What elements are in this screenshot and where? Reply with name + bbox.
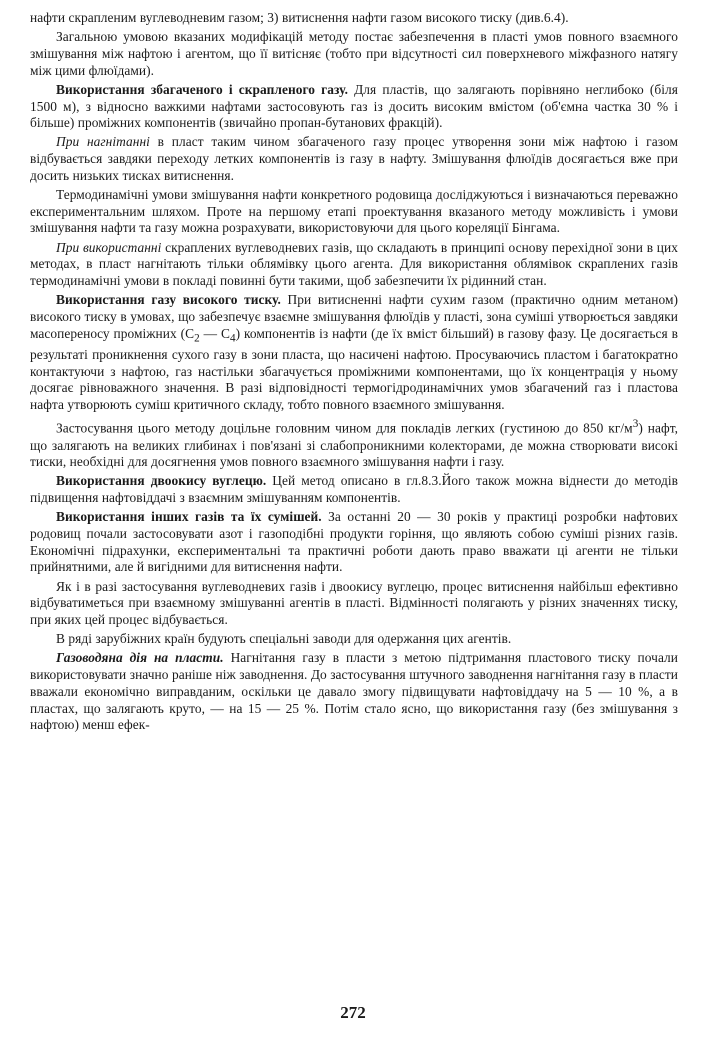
- text-run: ) компонентів із нафти (де їх вміст більший) в газову фазу. Це досягається в результаті проникнення сухого газу в зони пласта, що насичені нафтою. Просуваючись пластом і багатократно контактуючи з нафтою, газ настільки збагачується проміжними компонентами, що їх концентрація у ньому досягає рівноважного значення. В разі відповідності термогідродинамічних умов збагачений газ і пластова нафта утворюють суміш критичного складу, тобто повного взаємного змішування.: [30, 325, 678, 413]
- paragraph: [30, 134, 678, 184]
- paragraph: [30, 82, 678, 132]
- emphasis-text: При використанні: [56, 239, 162, 255]
- section-heading: Використання газу високого тиску.: [56, 292, 281, 308]
- paragraph: [30, 10, 678, 27]
- text-run: Термодинамічні умови змішування нафти конкретного родовища досліджуються і визначаються переважно експериментальним шляхом. Проте на першому етапі проектування вказаного методу можливість і умови змішування нафти та газу можна розрахувати, використовуючи для цього кореляції Бінгама.: [30, 187, 678, 236]
- text-run: Як і в разі застосування вуглеводневих газів і двоокису вуглецю, процес витиснення найбільш ефективно відбуватиметься при взаємному змішуванні агентів в пласті. Відмінності полягають у різних значеннях тиску, при яких цей процес відбувається.: [30, 578, 678, 628]
- paragraph: [30, 473, 678, 506]
- text-run: скраплених вуглеводневих газів, що складають в принципі основу перехідної зони в цих методах, в пласт нагнітають тільки облямівку цього агента. Для використання облямівок скраплених газів термодинамічні умови в покладі повинні бути такими, щоб забезпечити їх рідинний стан.: [30, 239, 678, 289]
- page-number: 272: [340, 1003, 366, 1022]
- script-text: 3: [632, 418, 639, 431]
- text-run: За останні 20 — 30 років у практиці розробки нафтових родовищ почали застосовувати азот і газоподібні продукти горіння, що являють собою суміші різних газів. Економічні підрахунки, експериментальні та практичні роботи дають право вважати ці агенти не тільки прийнятними, але й вигідними для витиснення нафти.: [30, 509, 678, 575]
- paragraph: [30, 292, 678, 414]
- script-text: 2: [194, 332, 200, 345]
- text-run: нафти скрапленим вуглеводневим газом; 3) витиснення нафти газом високого тиску (див.6.4).: [30, 10, 569, 25]
- text-run: Цей метод описано в гл.8.3.Його також можна віднести до методів підвищення нафтовіддачі з взаємним змішуванням компонентів.: [30, 473, 678, 506]
- body-text: [30, 10, 678, 736]
- text-run: Для пластів, що залягають порівняно неглибоко (біля 1500 м), з відносно важкими нафтами застосовують газ із досить високим вмістом (об'ємна частка 30 % і більше) проміжних компонентів (звичайно пропан-бутанових фракцій).: [30, 81, 678, 131]
- paragraph: [30, 579, 678, 629]
- paragraph: [30, 240, 678, 290]
- text-run: в пласт таким чином збагаченого газу процес утворення зони між нафтою і газом відбувається завдяки переходу летких компонентів із газу в нафту. Змішування флюїдів досягається вже при досить низьких тисках витиснення.: [30, 134, 678, 183]
- section-heading: Використання інших газів та їх сумішей.: [56, 509, 322, 525]
- section-heading: Газоводяна дія на пласти.: [56, 650, 224, 666]
- paragraph: [30, 631, 678, 648]
- paragraph: [30, 509, 678, 576]
- emphasis-text: При нагнітанні: [56, 134, 150, 150]
- text-run: Нагнітання газу в пласти з метою підтримання пластового тиску почали використовувати значно раніше ніж заводнення. До застосування штучного заводнення нагнітання газу в пласти вважали економічно виправданим, оскільки це давало змогу підвищувати нафтовіддачу на 5 — 10 %, а в пластах, що залягають круто, — на 15 — 25 %. Потім стало ясно, що використання газу (без змішування з нафтою) менш ефек-: [30, 650, 679, 733]
- text-run: Застосування цього методу доцільне головним чином для покладів легких (густиною до 850 кг/м: [56, 420, 633, 436]
- section-heading: Використання двоокису вуглецю.: [56, 473, 267, 489]
- paragraph: [30, 416, 678, 471]
- paragraph: [30, 650, 678, 734]
- section-heading: Використання збагаченого і скрапленого газу.: [56, 81, 348, 97]
- text-run: ) нафт, що залягають на великих глибинах і пов'язані зі слабопроникними колекторами, де можна створювати високі тиски, необхідні для досягнення умов повного взаємного змішування нафти і газу.: [30, 420, 678, 470]
- script-text: 4: [229, 332, 236, 345]
- text-run: Загальною умовою вказаних модифікацій методу постає забезпечення в пласті умов повного взаємного змішування між нафтою і агентом, що її витісняє (тобто при відсутності сил поверхневого міжфазного натягу між цими флюїдами).: [30, 29, 678, 78]
- text-run: При витисненні нафти сухим газом (практично одним метаном) високого тиску в умовах, що забезпечує взаємне змішування флюїдів у пласті, зона суміші утворюється завдяки масоперенoсу проміжних (C: [30, 292, 678, 341]
- paragraph: [30, 29, 678, 79]
- text-run: В ряді зарубіжних країн будують спеціальні заводи для одержання цих агентів.: [56, 631, 512, 647]
- text-run: — C: [199, 325, 230, 341]
- paragraph: [30, 187, 678, 237]
